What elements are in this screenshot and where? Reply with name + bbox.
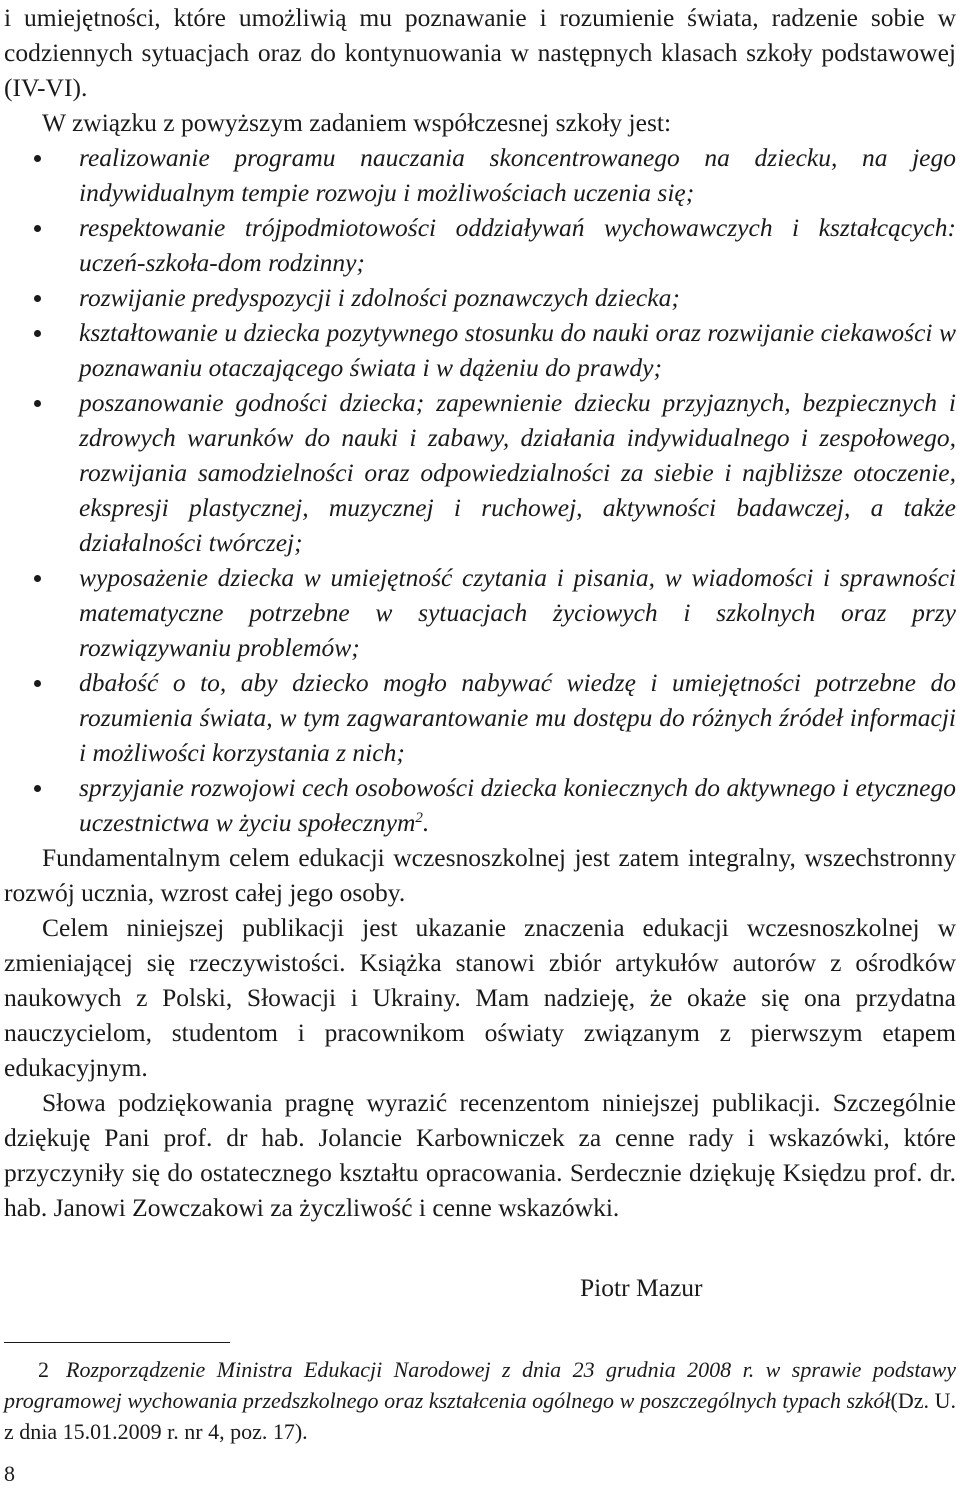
footnote: [4, 1354, 956, 1447]
bullet-icon: [34, 680, 41, 687]
main-text: [4, 0, 956, 1225]
body-paragraph: Celem niniejszej publikacji jest ukazanie znaczenia edukacji wczesnoszkolnej w zmieniającej się rzeczywistości. Książka stanowi zbiór artykułów autorów z ośrodków naukowych z Polski, Słowacji i Ukrainy. Mam nadzieję, że okaże się ona przydatna nauczycielom, studentom i pracownikom oświaty związanym z pierwszym etapem edukacyjnym.: [4, 913, 956, 1082]
list-item: [4, 560, 956, 665]
intro-lead: W związku z powyższym zadaniem współczesnej szkoły jest:: [42, 108, 672, 137]
footnote-number: 2: [38, 1357, 49, 1382]
list-item-text: poszanowanie godności dziecka; zapewnienie dziecku przyjaznych, bezpiecznych i zdrowych warunków do nauki i zabawy, działania indywidualnego i zespołowego, rozwijania samodzielności oraz odpowiedzialności za siebie i najbliższe otoczenie, ekspresji plastycznej, muzycznej i ruchowej, aktywności badawczej, a także działalności twórczej;: [79, 388, 956, 557]
list-item: [4, 665, 956, 770]
bullet-icon: [34, 575, 41, 582]
list-item-text: sprzyjanie rozwojowi cech osobowości dziecka koniecznych do aktywnego i etycznego uczestnictwa w życiu społecznym: [79, 773, 956, 837]
footnote-title: Rozporządzenie Ministra Edukacji Narodowej z dnia 23 grudnia 2008 r. w sprawie podstawy programowej wychowania przedszkolnego oraz kształcenia ogólnego w poszczególnych typach szkół: [4, 1357, 956, 1413]
footnote-divider: [4, 1342, 230, 1343]
body-paragraph: Fundamentalnym celem edukacji wczesnoszkolnej jest zatem integralny, wszechstronny rozwój ucznia, wzrost całej jego osoby.: [4, 843, 956, 907]
list-item: [4, 280, 956, 315]
list-item: [4, 770, 956, 840]
list-item: [4, 210, 956, 280]
list-item: [4, 315, 956, 385]
list-item-text: realizowanie programu nauczania skoncentrowanego na dziecku, na jego indywidualnym tempie rozwoju i możliwościach uczenia się;: [79, 143, 956, 207]
bullet-icon: [34, 785, 41, 792]
footnote-citation: (Dz. U. z dnia 15.01.2009 r. nr 4, poz. 17).: [4, 1388, 956, 1444]
author-signature: Piotr Mazur: [580, 1273, 703, 1302]
list-item-text: wyposażenie dziecka w umiejętność czytania i pisania, w wiadomości i sprawności matematyczne potrzebne w sytuacjach życiowych i szkolnych oraz przy rozwiązywaniu problemów;: [79, 563, 956, 662]
bullet-icon: [34, 330, 41, 337]
bullet-icon: [34, 400, 41, 407]
list-item-text: respektowanie trójpodmiotowości oddziaływań wychowawczych i kształcących: uczeń-szkoła-dom rodzinny;: [79, 213, 956, 277]
goals-list: [4, 140, 956, 840]
intro-paragraph: i umiejętności, które umożliwią mu poznawanie i rozumienie świata, radzenie sobie w codziennych sytuacjach oraz do kontynuowania w następnych klasach szkoły podstawowej (IV-VI).: [4, 3, 956, 102]
footnote-reference[interactable]: 2: [415, 810, 423, 826]
bullet-icon: [34, 155, 41, 162]
bullet-icon: [34, 295, 41, 302]
list-item-text: kształtowanie u dziecka pozytywnego stosunku do nauki oraz rozwijanie ciekawości w poznawaniu otaczającego świata i w dążeniu do prawdy;: [79, 318, 956, 382]
list-item-tail: .: [422, 808, 430, 837]
list-item-text: rozwijanie predyspozycji i zdolności poznawczych dziecka;: [79, 283, 680, 312]
list-item: [4, 140, 956, 210]
list-item-text: dbałość o to, aby dziecko mogło nabywać wiedzę i umiejętności potrzebne do rozumienia świata, w tym zagwarantowanie mu dostępu do różnych źródeł informacji i możliwości korzystania z nich;: [79, 668, 956, 767]
body-paragraph: Słowa podziękowania pragnę wyrazić recenzentom niniejszej publikacji. Szczególnie dziękuję Pani prof. dr hab. Jolancie Karbowniczek za cenne rady i wskazówki, które przyczyniły się do ostatecznego kształtu opracowania. Serdecznie dziękuję Księdzu prof. dr. hab. Janowi Zowczakowi za życzliwość i cenne wskazówki.: [4, 1088, 956, 1222]
page-number: 8: [4, 1461, 15, 1486]
bullet-icon: [34, 225, 41, 232]
list-item: [4, 385, 956, 560]
